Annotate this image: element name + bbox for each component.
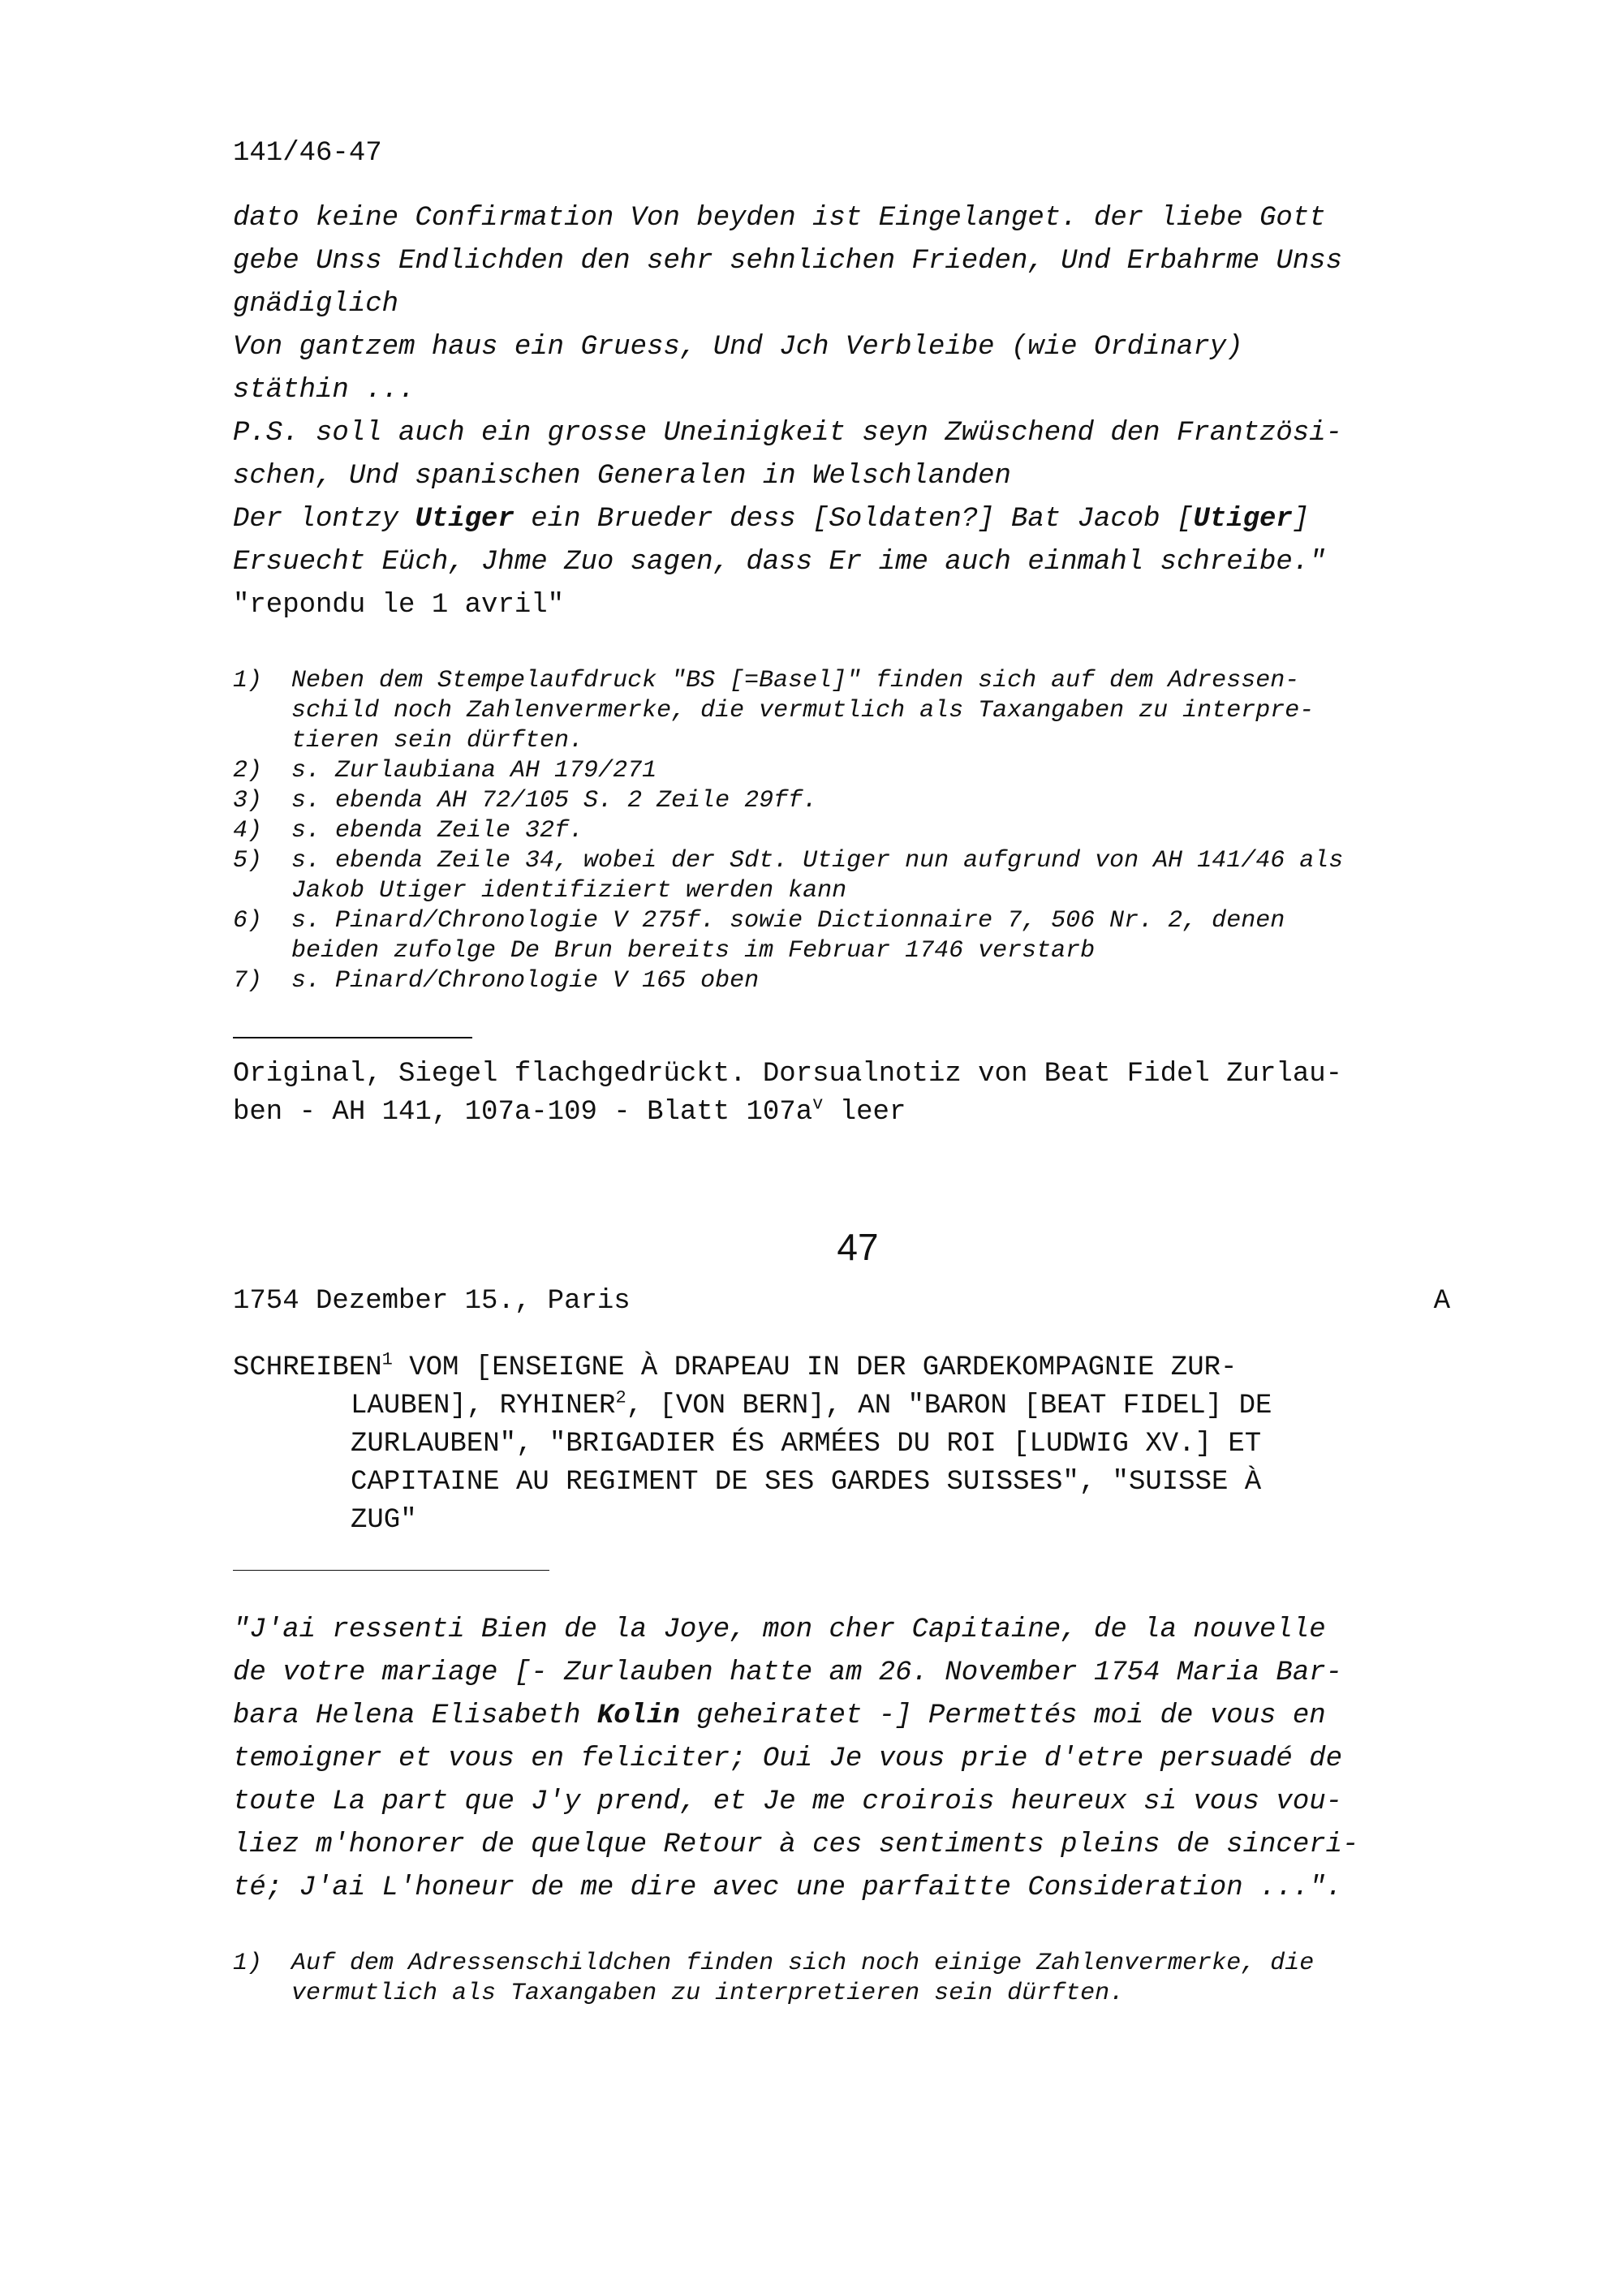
- footnote-cont: schild noch Zahlenvermerke, die vermutlich als Taxangaben zu interpre-: [291, 697, 1315, 724]
- footnote: 1) Auf dem Adressenschildchen finden sich noch einige Zahlenvermerke, die: [233, 1950, 1315, 1977]
- footnote: 2) s. Zurlaubiana AH 179/271: [233, 757, 657, 785]
- footnote-cont: Jakob Utiger identifiziert werden kann: [291, 877, 847, 905]
- prev-letter-line: Der lontzy Utiger ein Brueder dess [Soldaten?] Bat Jacob [Utiger]: [233, 504, 1310, 535]
- prev-letter-line: Von gantzem haus ein Gruess, Und Jch Verbleibe (wie Ordinary): [233, 332, 1243, 363]
- prev-letter-line: gebe Unss Endlichden den sehr sehnlichen Frieden, Und Erbahrme Unss: [233, 246, 1343, 277]
- name-kolin: Kolin: [596, 1701, 680, 1731]
- document-title: ZUG": [351, 1505, 417, 1536]
- document-title: CAPITAINE AU REGIMENT DE SES GARDES SUISSES", "SUISSE À: [351, 1467, 1262, 1498]
- letter-line: "J'ai ressenti Bien de la Joye, mon cher Capitaine, de la nouvelle: [233, 1615, 1326, 1645]
- footnote: 4) s. ebenda Zeile 32f.: [233, 817, 584, 845]
- separator-rule: [233, 1570, 549, 1571]
- footnote-cont: vermutlich als Taxangaben zu interpretieren sein dürften.: [291, 1980, 1125, 2007]
- document-title: ZURLAUBEN", "BRIGADIER ÉS ARMÉES DU ROI [LUDWIG XV.] ET: [351, 1429, 1262, 1460]
- footnote-cont: tieren sein dürften.: [291, 727, 584, 755]
- date-place: 1754 Dezember 15., Paris A: [233, 1286, 1450, 1317]
- document-title: LAUBEN], RYHINER$^2$, [VON BERN], AN "BARON [BEAT FIDEL] DE: [351, 1387, 1272, 1421]
- source-note: Original, Siegel flachgedrückt. Dorsualnotiz von Beat Fidel Zurlau-: [233, 1059, 1343, 1090]
- letter-line: té; J'ai L'honeur de me dire avec une parfaitte Consideration ...".: [233, 1872, 1343, 1903]
- prev-letter-line: Ersuecht Eüch, Jhme Zuo sagen, dass Er ime auch einmahl schreibe.": [233, 547, 1326, 578]
- document-title: SCHREIBEN$^1$ VOM [ENSEIGNE À DRAPEAU IN DER GARDEKOMPAGNIE ZUR-: [233, 1349, 1238, 1383]
- name-utiger: Utiger: [1193, 504, 1293, 535]
- prev-letter-line: P.S. soll auch ein grosse Uneinigkeit seyn Zwüschend den Frantzösi-: [233, 418, 1343, 449]
- separator-rule: [233, 1037, 472, 1038]
- letter-line: liez m'honorer de quelque Retour à ces sentiments pleins de sinceri-: [233, 1829, 1359, 1860]
- footnote-cont: beiden zufolge De Brun bereits im Februar 1746 verstarb: [291, 937, 1096, 965]
- document-number: 47: [837, 1226, 879, 1268]
- footnote: 5) s. ebenda Zeile 34, wobei der Sdt. Utiger nun aufgrund von AH 141/46 als: [233, 847, 1344, 875]
- page-header: 141/46-47: [233, 138, 382, 169]
- letter-line: bara Helena Elisabeth Kolin geheiratet -] Permettés moi de vous en: [233, 1701, 1326, 1731]
- footnote: 6) s. Pinard/Chronologie V 275f. sowie Dictionnaire 7, 506 Nr. 2, denen: [233, 907, 1285, 935]
- footnote: 3) s. ebenda AH 72/105 S. 2 Zeile 29ff.: [233, 787, 818, 815]
- footnote: 1) Neben dem Stempelaufdruck "BS [=Basel]" finden sich auf dem Adressen-: [233, 667, 1300, 694]
- prev-letter-line: stäthin ...: [233, 375, 415, 406]
- letter-line: toute La part que J'y prend, et Je me croirois heureux si vous vou-: [233, 1786, 1343, 1817]
- document-marker: A: [1433, 1286, 1450, 1317]
- letter-line: temoigner et vous en feliciter; Oui Je vous prie d'etre persuadé de: [233, 1743, 1343, 1774]
- prev-letter-line: gnädiglich: [233, 289, 399, 320]
- letter-line: de votre mariage [- Zurlauben hatte am 26. November 1754 Maria Bar-: [233, 1658, 1343, 1688]
- footnote: 7) s. Pinard/Chronologie V 165 oben: [233, 967, 760, 995]
- prev-letter-line: dato keine Confirmation Von beyden ist Eingelanget. der liebe Gott: [233, 203, 1326, 234]
- source-note: ben - AH 141, 107a-109 - Blatt $107a^v$ leer: [233, 1094, 906, 1128]
- reply-note: "repondu le 1 avril": [233, 590, 565, 621]
- name-utiger: Utiger: [415, 504, 514, 535]
- prev-letter-line: schen, Und spanischen Generalen in Welschlanden: [233, 461, 1011, 492]
